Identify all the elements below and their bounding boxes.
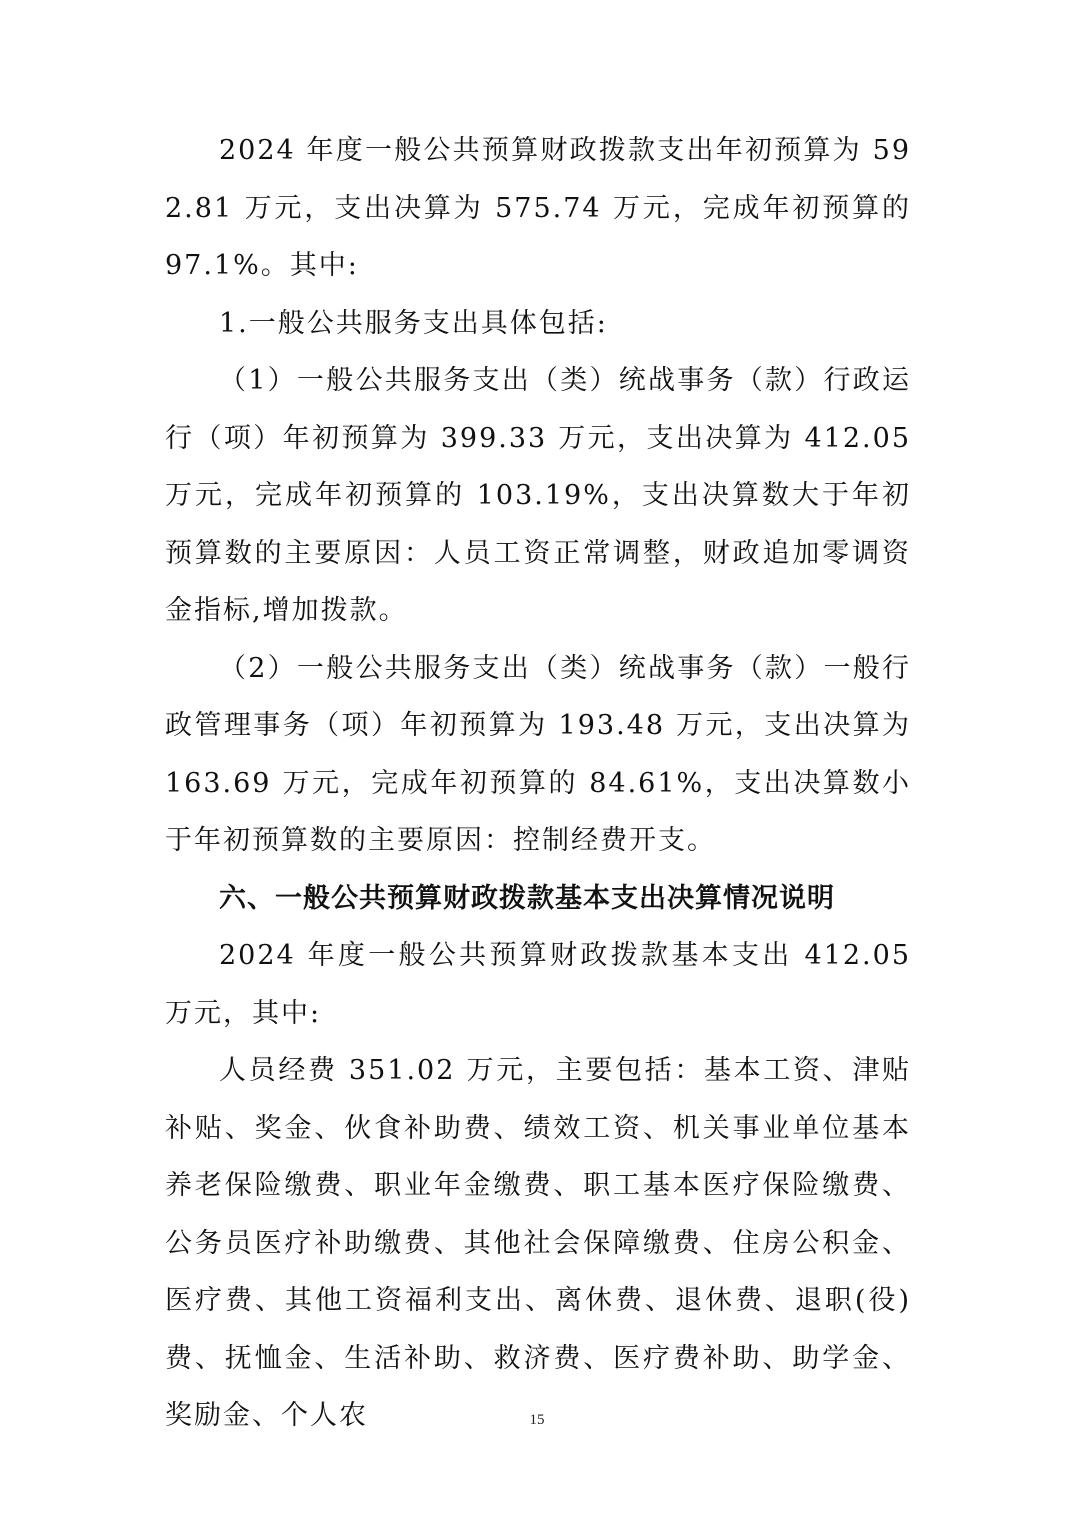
- paragraph-item-2: （2）一般公共服务支出（类）统战事务（款）一般行政管理事务（项）年初预算为 193.48 万元，支出决算为 163.69 万元，完成年初预算的 84.61%，支出决算数小于年初预算数的主要原因：控制经费开支。: [165, 652, 911, 856]
- paragraph-personnel-costs: 人员经费 351.02 万元，主要包括：基本工资、津贴补贴、奖金、伙食补助费、绩效工资、机关事业单位基本养老保险缴费、职业年金缴费、职工基本医疗保险缴费、公务员医疗补助缴费、其他社会保障缴费、住房公积金、医疗费、其他工资福利支出、离休费、退休费、退职(役)费、抚恤金、生活补助、救济费、医疗费补助、助学金、奖励金、个人农: [165, 1055, 911, 1431]
- document-body: [165, 122, 911, 1445]
- page-number: 15: [529, 1412, 545, 1428]
- paragraph-item-1: （1）一般公共服务支出（类）统战事务（款）行政运行（项）年初预算为 399.33 万元，支出决算为 412.05 万元，完成年初预算的 103.19%，支出决算数大于年初预算数的主要原因：人员工资正常调整，财政追加零调资金指标,增加拨款。: [165, 365, 911, 626]
- paragraph-budget-summary: 2024 年度一般公共预算财政拨款支出年初预算为 592.81 万元，支出决算为 575.74 万元，完成年初预算的 97.1%。其中:: [165, 135, 911, 281]
- section-heading: 六、一般公共预算财政拨款基本支出决算情况说明: [219, 882, 835, 914]
- paragraph-basic-expenditure: 2024 年度一般公共预算财政拨款基本支出 412.05 万元，其中:: [165, 940, 911, 1029]
- paragraph-general-services-heading: 1.一般公共服务支出具体包括:: [219, 307, 608, 339]
